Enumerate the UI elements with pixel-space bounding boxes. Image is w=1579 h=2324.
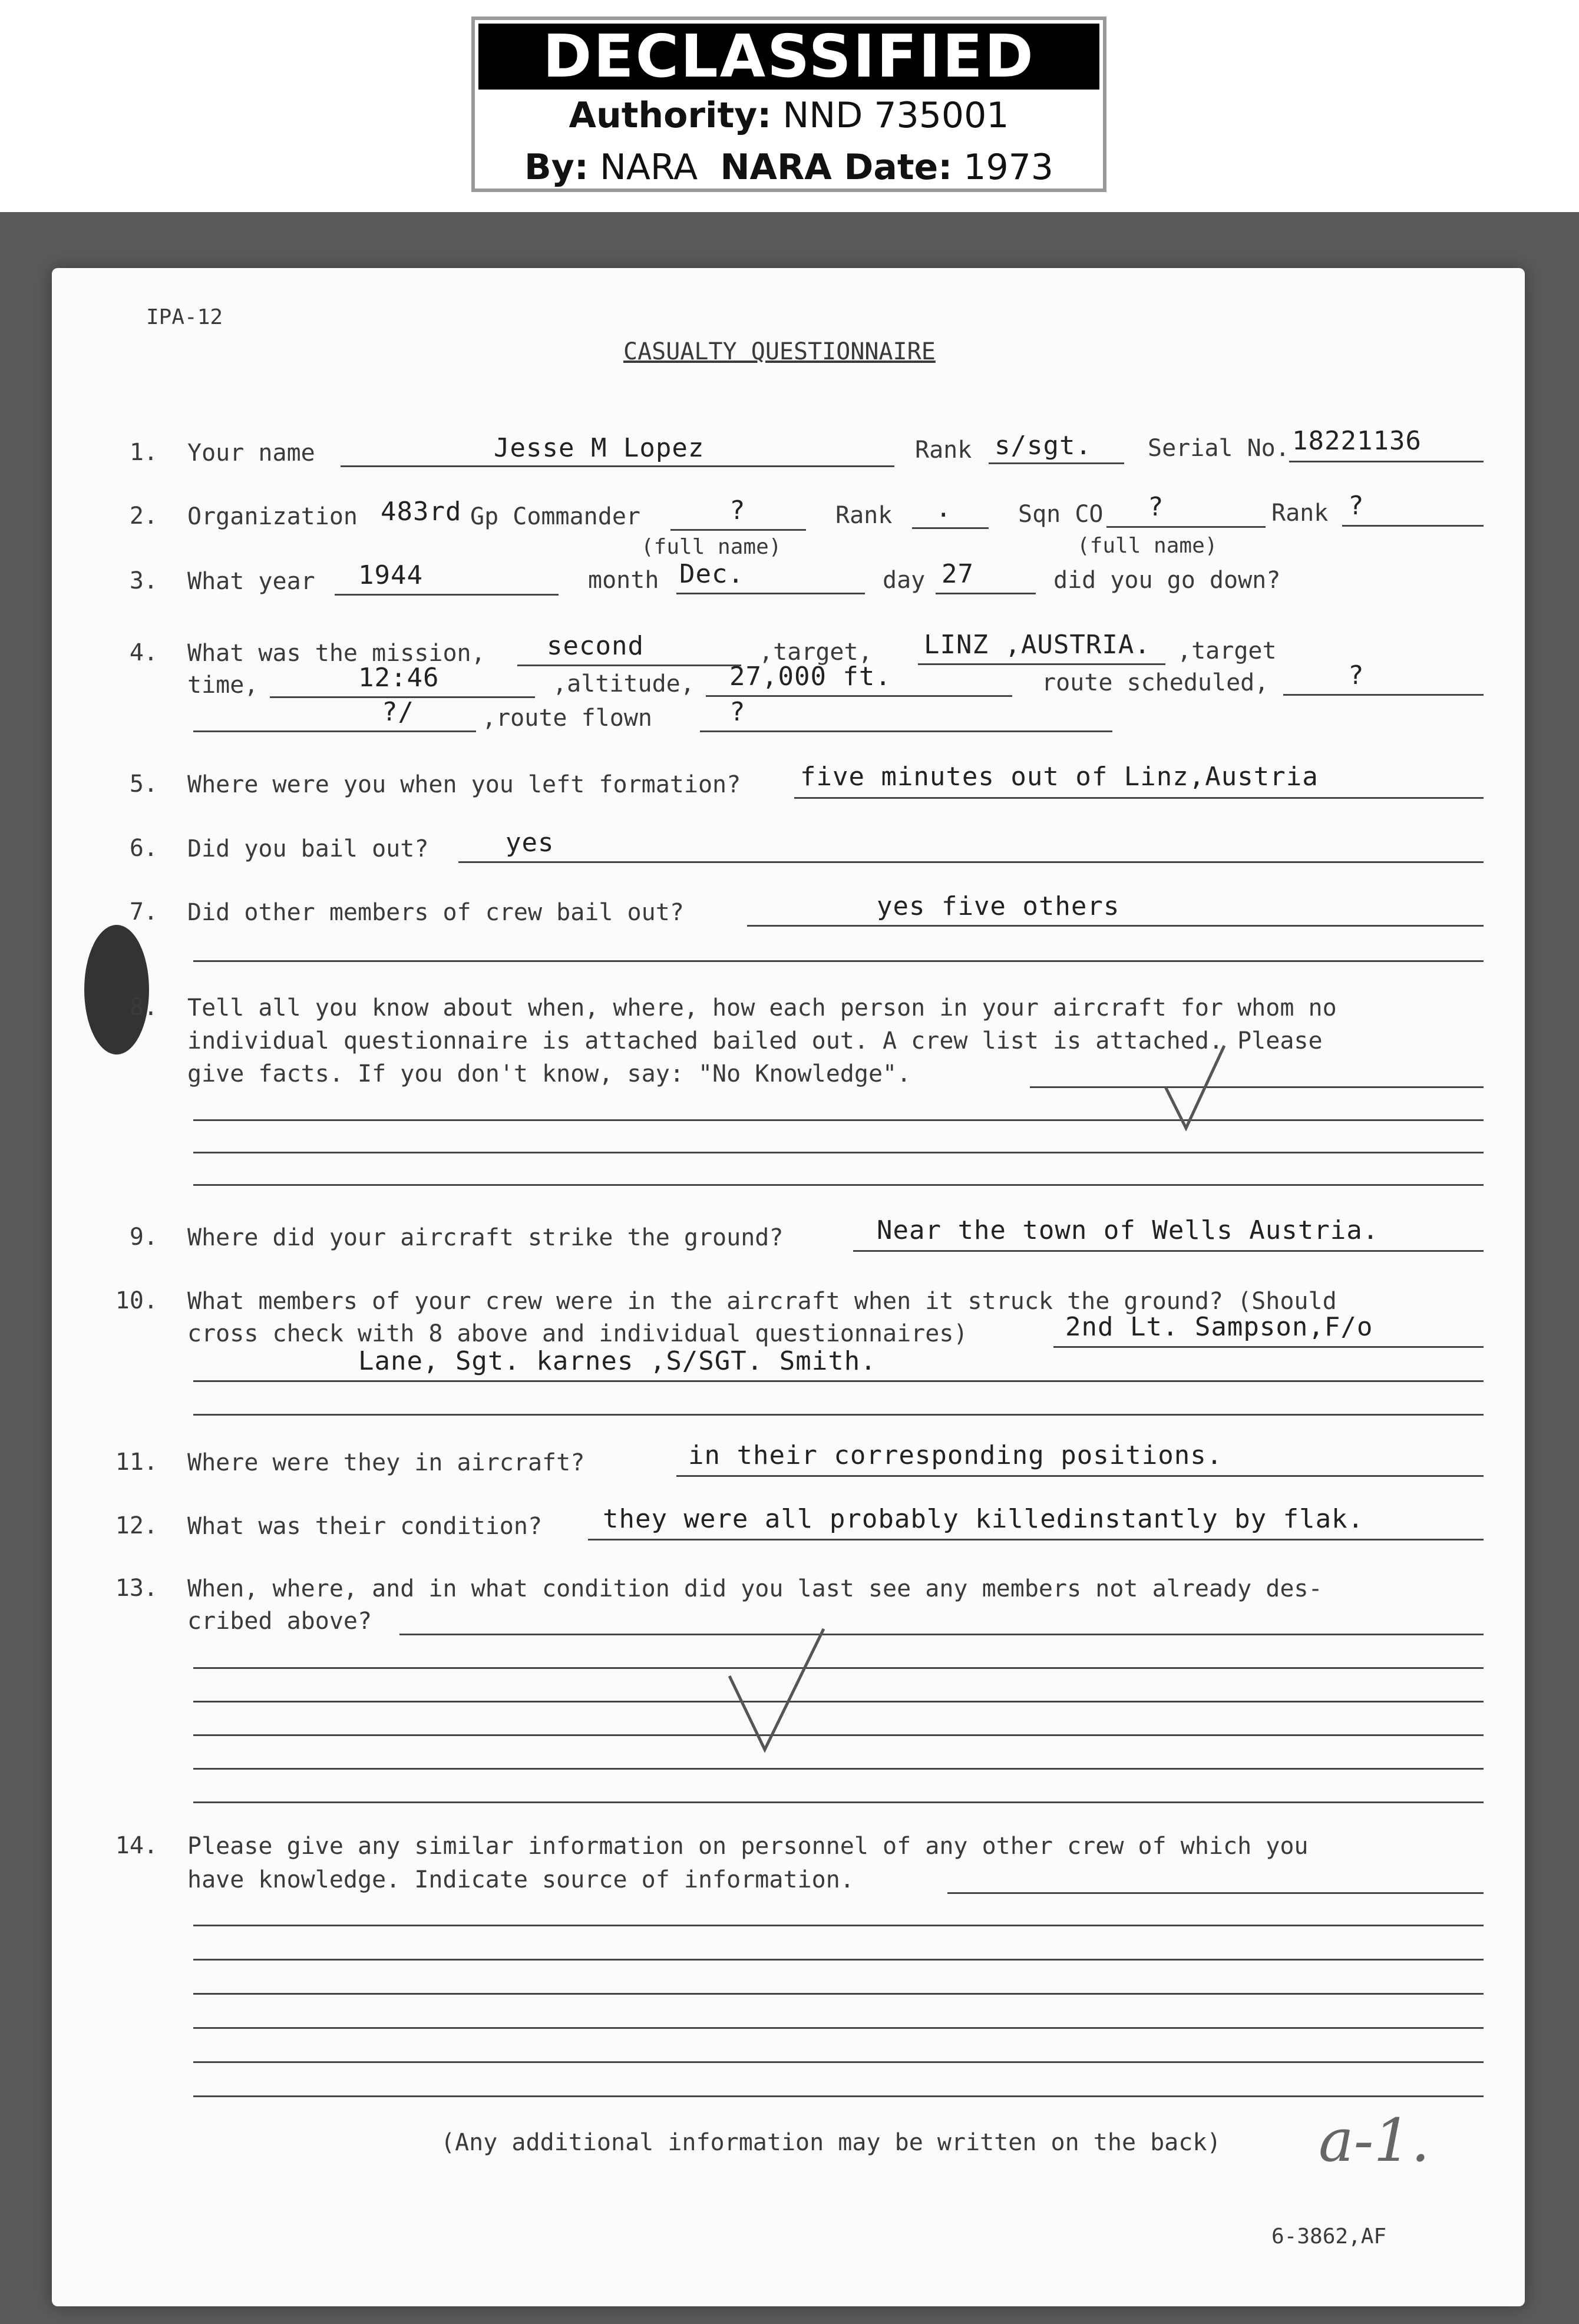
punch-hole	[84, 925, 149, 1054]
q3-month-line	[676, 593, 865, 594]
q2-sqn-label: Sqn CO	[1018, 501, 1104, 528]
q4-route-flown-value: ?	[729, 697, 746, 727]
questionnaire-page	[52, 268, 1525, 2306]
q13-answer-line-5	[193, 1768, 1484, 1770]
q1-serial-line	[1289, 461, 1484, 462]
q14-line1: Please give any similar information on personnel of any other crew of which you	[187, 1833, 1309, 1860]
q9-number: 9.	[129, 1224, 158, 1251]
q6-answer-value: yes	[506, 828, 554, 858]
q2-rank2-label: Rank	[1271, 500, 1329, 527]
stamp-authority	[475, 90, 1103, 141]
q7-extra-line	[193, 960, 1484, 962]
q2-sqn-line	[1106, 526, 1266, 528]
authority-label: Authority:	[569, 95, 772, 136]
q8-line2: individual questionnaire is attached bailed out. A crew list is attached. Please	[187, 1027, 1323, 1054]
form-code: IPA-12	[146, 305, 223, 329]
q14-answer-line-4	[193, 1993, 1484, 1995]
q11-label: Where were they in aircraft?	[187, 1449, 585, 1476]
q4-mission-line	[517, 665, 741, 666]
date-value: 1973	[963, 147, 1053, 188]
q2-number: 2.	[129, 503, 158, 530]
q11-answer-line	[676, 1475, 1484, 1477]
q8-answer-line-3	[193, 1152, 1484, 1153]
q9-answer-value: Near the town of Wells Austria.	[877, 1215, 1379, 1245]
q14-answer-line-5	[193, 2027, 1484, 2029]
q4-altitude-label: ,altitude,	[553, 670, 695, 697]
q8-answer-line-1	[1030, 1086, 1484, 1088]
q10-answer-line-2	[193, 1380, 1484, 1382]
q11-number: 11.	[115, 1449, 158, 1476]
q1-rank-line	[989, 462, 1124, 464]
q2-full-name-hint-2: (full name)	[1077, 534, 1218, 558]
q11-answer-value: in their corresponding positions.	[688, 1440, 1223, 1470]
q2-full-name-hint-1: (full name)	[641, 535, 782, 559]
q4-target2-label: ,target	[1177, 637, 1277, 665]
q9-answer-line	[853, 1250, 1484, 1252]
q4-target-label: ,target,	[759, 639, 873, 666]
q14-answer-line-6	[193, 2061, 1484, 2063]
q3-label: What year	[187, 568, 315, 595]
q2-org-value: 483rd	[381, 497, 462, 527]
scanned-document	[0, 212, 1579, 2324]
q6-label: Did you bail out?	[187, 835, 429, 862]
q2-rank2-line	[1342, 525, 1484, 527]
q3-day-value: 27	[942, 559, 974, 589]
q6-number: 6.	[129, 835, 158, 862]
q2-rank-value: .	[936, 493, 952, 523]
q4-route-cont-line	[193, 730, 476, 732]
q8-check-mark	[1160, 1040, 1230, 1134]
q10-line1: What members of your crew were in the aircraft when it struck the ground? (Should	[187, 1288, 1337, 1315]
q1-rank-label: Rank	[915, 437, 972, 464]
q5-number: 5.	[129, 771, 158, 798]
q10-answer1-value: 2nd Lt. Sampson,F/o	[1065, 1312, 1373, 1342]
q12-label: What was their condition?	[187, 1513, 543, 1540]
q1-rank-value: s/sgt.	[995, 431, 1092, 461]
q4-route-sched-label: route scheduled,	[1042, 669, 1269, 696]
q5-answer-line	[794, 797, 1484, 799]
q4-time-value: 12:46	[358, 663, 440, 693]
q9-label: Where did your aircraft strike the ground?	[187, 1224, 784, 1251]
q8-answer-line-4	[193, 1184, 1484, 1186]
q12-answer-value: they were all probably killedinstantly by flak.	[603, 1504, 1365, 1534]
q8-answer-line-2	[193, 1119, 1484, 1121]
q10-number: 10.	[115, 1287, 158, 1314]
q3-day-label: day	[883, 567, 926, 594]
q3-year-value: 1944	[358, 560, 423, 590]
q2-sqn-value: ?	[1148, 492, 1164, 522]
q4-route-sched-line	[1283, 694, 1484, 696]
q4-target-value: LINZ ,AUSTRIA.	[924, 630, 1151, 660]
q1-number: 1.	[129, 439, 158, 466]
q13-answer-line-3	[193, 1701, 1484, 1702]
q1-name-value: Jesse M Lopez	[494, 433, 705, 463]
q3-month-value: Dec.	[679, 559, 744, 589]
stamp-by	[475, 141, 1103, 193]
q2-commander-line	[670, 529, 806, 531]
q4-time-label: time,	[187, 672, 259, 699]
q1-serial-value: 18221136	[1292, 426, 1422, 456]
q1-label: Your name	[187, 439, 315, 467]
q13-number: 13.	[115, 1575, 158, 1602]
q13-answer-line-6	[193, 1801, 1484, 1803]
q3-number: 3.	[129, 567, 158, 594]
q2-gp-label: Gp Commander	[470, 503, 640, 530]
q10-answer-line-3	[193, 1414, 1484, 1416]
q3-suffix: did you go down?	[1053, 567, 1281, 594]
q12-answer-line	[588, 1539, 1484, 1540]
q14-answer-line-3	[193, 1959, 1484, 1961]
q4-route-cont-value: ?/	[382, 697, 414, 727]
handwritten-page-note: a-1.	[1319, 2106, 1430, 2175]
q1-serial-label: Serial No.	[1148, 435, 1290, 462]
q13-answer-line-4	[193, 1734, 1484, 1736]
q5-answer-value: five minutes out of Linz,Austria	[800, 762, 1319, 792]
q4-route-flown-label: ,route flown	[482, 705, 652, 732]
q14-answer-line-7	[193, 2095, 1484, 2097]
q13-line1: When, where, and in what condition did you last see any members not already des-	[187, 1575, 1323, 1602]
q7-answer-line	[747, 925, 1484, 927]
stamp-title: DECLASSIFIED	[478, 24, 1099, 90]
q8-line3: give facts. If you don't know, say: "No Knowledge".	[187, 1060, 911, 1087]
q2-commander-value: ?	[729, 495, 746, 525]
q8-line1: Tell all you know about when, where, how each person in your aircraft for whom no	[187, 994, 1337, 1021]
q12-number: 12.	[115, 1512, 158, 1539]
authority-value: NND 735001	[782, 95, 1009, 136]
q13-answer-line-2	[193, 1667, 1484, 1669]
q4-route-flown-line	[700, 730, 1112, 732]
q4-altitude-line	[706, 695, 1012, 697]
q10-answer2-value: Lane, Sgt. karnes ,S/SGT. Smith.	[358, 1346, 877, 1376]
q14-answer-line-1	[947, 1892, 1484, 1894]
declassified-stamp	[471, 16, 1106, 192]
q14-answer-line-2	[193, 1925, 1484, 1926]
q3-month-label: month	[588, 567, 659, 594]
q2-rank-label: Rank	[835, 502, 893, 529]
q10-line2: cross check with 8 above and individual questionnaires)	[187, 1320, 968, 1347]
q14-line2: have knowledge. Indicate source of information.	[187, 1866, 854, 1893]
q14-number: 14.	[115, 1832, 158, 1859]
q7-label: Did other members of crew bail out?	[187, 899, 684, 926]
q13-line2: cribed above?	[187, 1608, 372, 1635]
footer-note: (Any additional information may be written on the back)	[441, 2129, 1221, 2156]
q8-number: 8.	[129, 994, 158, 1021]
q3-day-line	[936, 593, 1036, 594]
q10-answer-line-1	[1053, 1346, 1484, 1348]
q4-altitude-value: 27,000 ft.	[729, 662, 891, 692]
form-number: 6-3862,AF	[1271, 2224, 1387, 2249]
q5-label: Where were you when you left formation?	[187, 771, 741, 798]
q2-rank-line	[912, 527, 989, 529]
form-title: CASUALTY QUESTIONNAIRE	[623, 338, 936, 365]
q7-answer-value: yes five others	[877, 891, 1120, 921]
q13-answer-line-1	[399, 1634, 1484, 1635]
date-label: NARA Date:	[720, 147, 953, 188]
q2-label: Organization	[187, 503, 358, 530]
q7-number: 7.	[129, 898, 158, 925]
q1-name-line	[341, 465, 894, 467]
q13-check-mark	[724, 1623, 830, 1758]
q4-route-sched-value: ?	[1348, 660, 1365, 690]
q4-label: What was the mission,	[187, 640, 485, 667]
q3-year-line	[335, 594, 559, 596]
q4-mission-value: second	[547, 631, 644, 661]
q4-target-line	[918, 663, 1165, 665]
q6-answer-line	[458, 861, 1484, 863]
by-label: By:	[524, 147, 589, 188]
q2-rank2-value: ?	[1348, 491, 1365, 521]
by-value: NARA	[599, 147, 698, 188]
q4-number: 4.	[129, 639, 158, 666]
